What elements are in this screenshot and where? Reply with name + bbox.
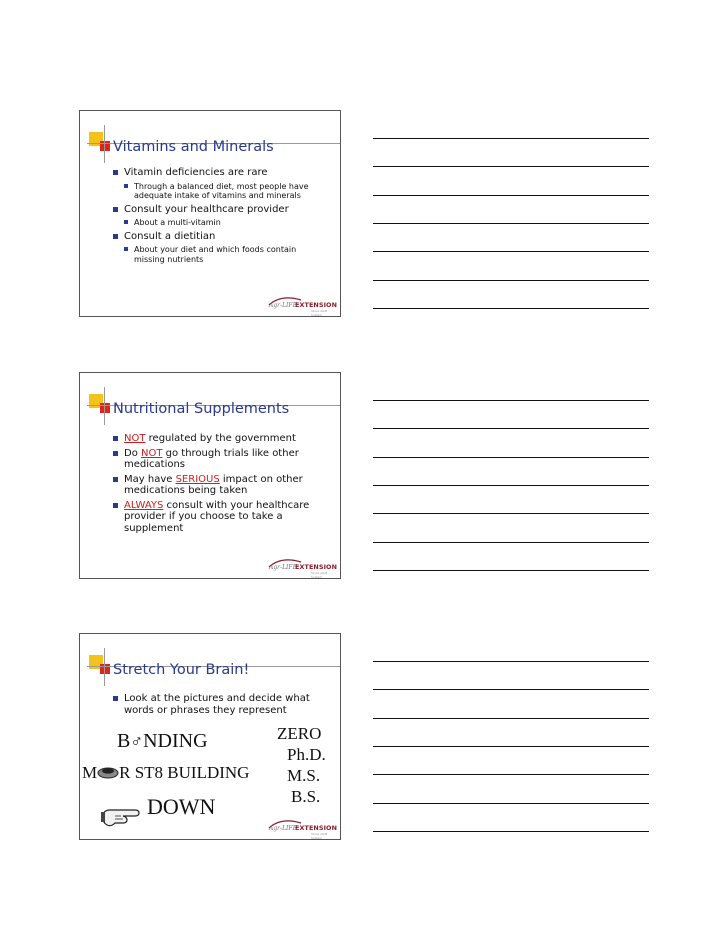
- puzzle-ms: M.S.: [287, 766, 321, 785]
- logo-extension-text: EXTENSION: [295, 563, 338, 571]
- note-line: [373, 457, 649, 458]
- puzzle-zero: ZERO: [277, 724, 322, 743]
- logo-subtitle: Texas A&M System: [311, 571, 328, 579]
- note-line: [373, 542, 649, 543]
- emphasis-text: SERIOUS: [175, 473, 220, 485]
- decor-vertical-line: [104, 387, 105, 425]
- logo-agrilife-text: Agr-LIFE: [269, 302, 297, 309]
- note-line: [373, 570, 649, 571]
- logo-agrilife-text: Agr-LIFE: [269, 564, 297, 571]
- bullet-item: Consult your healthcare provider: [112, 204, 338, 216]
- sub-bullet-item: About a multi-vitamin: [112, 218, 338, 228]
- sub-bullet-item: About your diet and which foods contain missing nutrients: [112, 245, 324, 264]
- emphasis-text: ALWAYS: [124, 499, 164, 511]
- note-line: [373, 400, 649, 401]
- logo-subtitle: Texas A&M System: [311, 309, 328, 317]
- slide-title: Nutritional Supplements: [113, 401, 290, 417]
- bullet-item: May have SERIOUS impact on other medications being taken: [112, 474, 322, 497]
- bullet-item: ALWAYS consult with your healthcare provider if you choose to take a supplement: [112, 500, 322, 535]
- puzzle-mor-st8-building: M R ST8 BUILDING: [82, 763, 250, 782]
- note-line: [373, 774, 649, 775]
- puzzle-bs: B.S.: [291, 787, 321, 806]
- note-line: [373, 689, 649, 690]
- note-line: [373, 138, 649, 139]
- puzzle-down: DOWN: [147, 794, 216, 819]
- note-line: [373, 195, 649, 196]
- note-line: [373, 223, 649, 224]
- emphasis-text: NOT: [141, 447, 163, 459]
- male-symbol-icon: ♂: [130, 732, 144, 751]
- puzzle-bonding: B♂NDING: [117, 730, 208, 752]
- bullet-list: [112, 433, 322, 537]
- note-line: [373, 251, 649, 252]
- dish-icon: [97, 765, 119, 779]
- note-line: [373, 428, 649, 429]
- slide-nutritional-supplements: [79, 372, 341, 579]
- sub-bullet-item: Through a balanced diet, most people have adequate intake of vitamins and minerals: [112, 182, 334, 201]
- bullet-item: Look at the pictures and decide what words or phrases they represent: [112, 693, 322, 716]
- logo-subtitle: Texas A&M System: [311, 832, 328, 840]
- bullet-item: Vitamin deficiencies are rare: [112, 167, 338, 179]
- agrilife-extension-logo: [261, 558, 339, 579]
- note-line: [373, 718, 649, 719]
- note-line: [373, 513, 649, 514]
- decor-vertical-line: [104, 125, 105, 163]
- note-line: [373, 746, 649, 747]
- bullet-item: Do NOT go through trials like other medications: [112, 448, 322, 471]
- logo-extension-text: EXTENSION: [295, 824, 338, 832]
- bullet-list: [112, 167, 338, 267]
- decor-vertical-line: [104, 648, 105, 686]
- note-line: [373, 803, 649, 804]
- bullet-item: Consult a dietitian: [112, 231, 338, 243]
- pointing-hand-icon: [101, 805, 151, 829]
- note-line: [373, 308, 649, 309]
- note-line: [373, 831, 649, 832]
- slide-title: Vitamins and Minerals: [113, 139, 274, 155]
- slide-title: Stretch Your Brain!: [113, 662, 250, 678]
- logo-agrilife-text: Agr-LIFE: [269, 825, 297, 832]
- emphasis-text: NOT: [124, 433, 146, 444]
- agrilife-extension-logo: [261, 819, 339, 840]
- note-line: [373, 280, 649, 281]
- slide-vitamins-minerals: [79, 110, 341, 317]
- puzzle-phd: Ph.D.: [287, 745, 326, 764]
- bullet-item: NOT regulated by the government: [112, 433, 322, 445]
- note-line: [373, 661, 649, 662]
- note-line: [373, 166, 649, 167]
- agrilife-extension-logo: [261, 296, 339, 317]
- note-line: [373, 485, 649, 486]
- slide-stretch-your-brain: [79, 633, 341, 840]
- bullet-list: [112, 693, 322, 719]
- logo-extension-text: EXTENSION: [295, 301, 338, 309]
